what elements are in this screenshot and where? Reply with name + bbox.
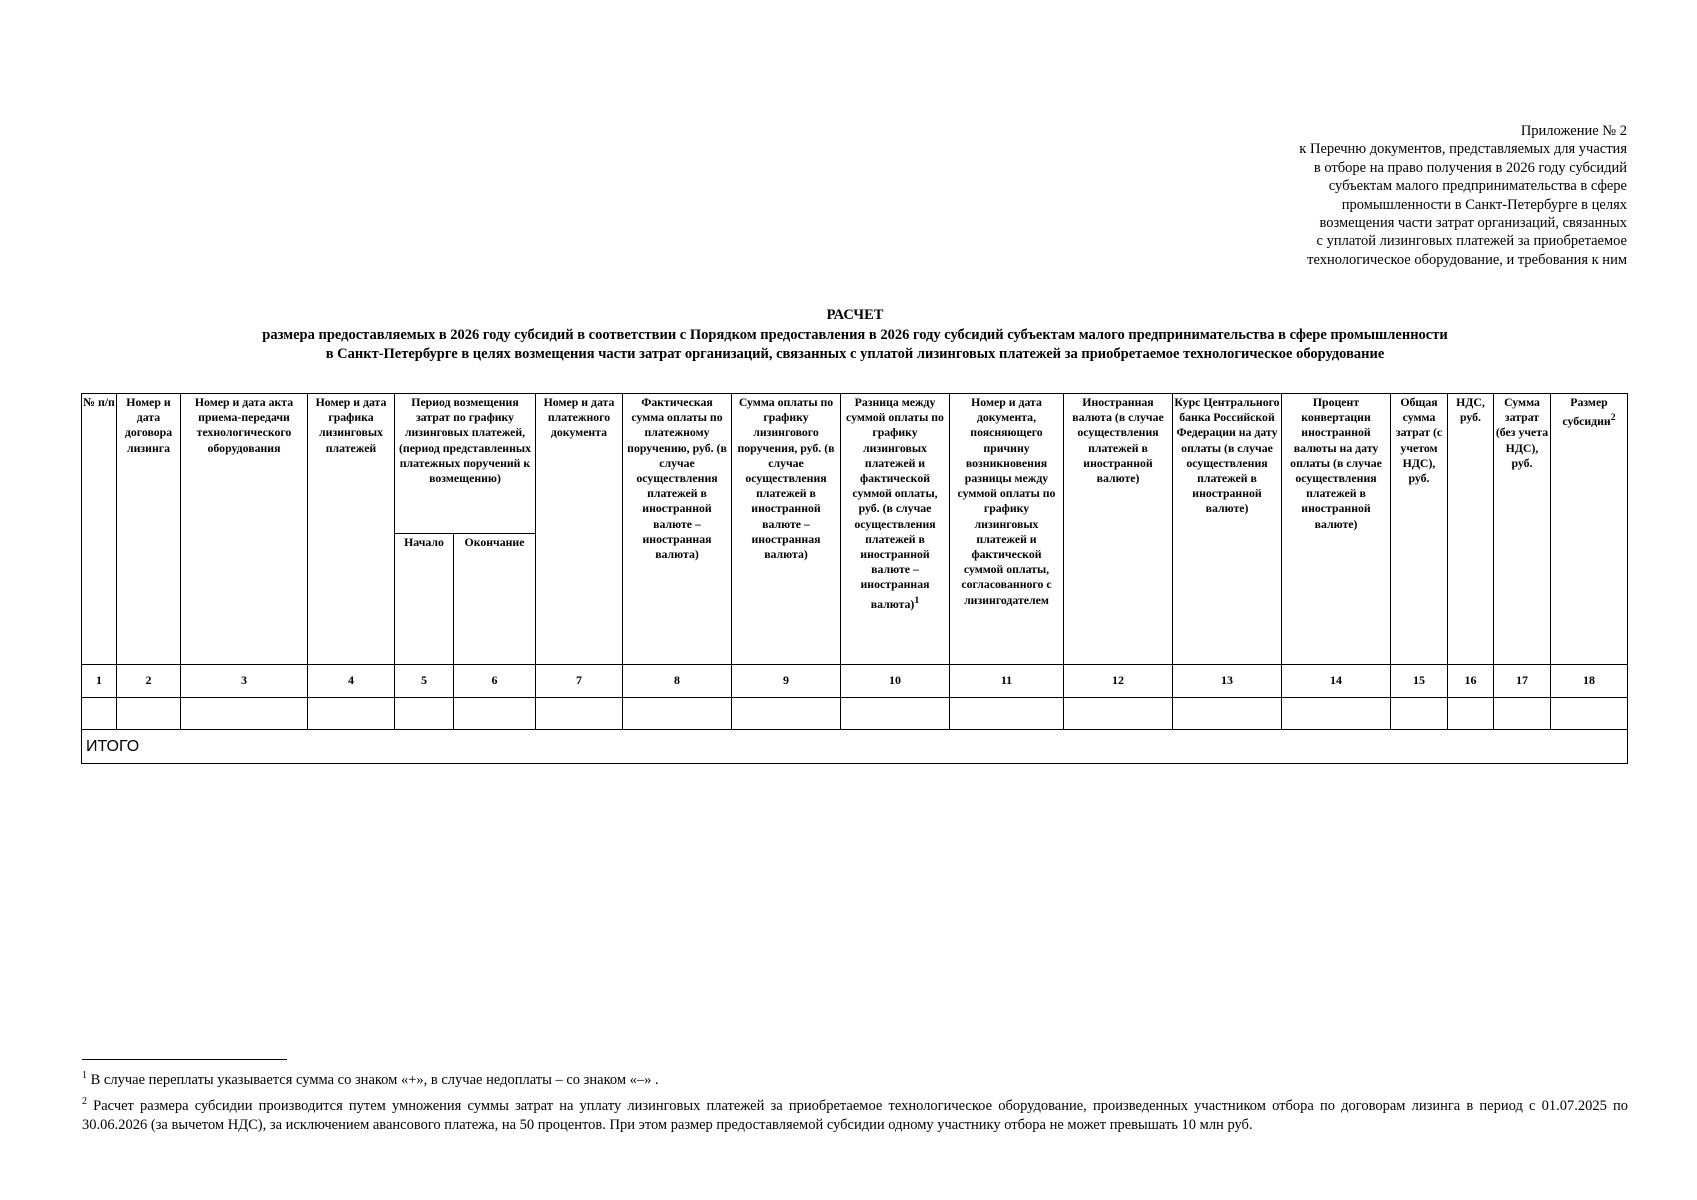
column-number: 1 [82, 665, 117, 698]
column-number: 9 [732, 665, 841, 698]
appendix-line: к Перечню документов, представляемых для участия [1299, 141, 1627, 158]
table-cell[interactable] [1391, 698, 1448, 730]
footnote-ref-2: 2 [1610, 412, 1616, 424]
table-cell[interactable] [1173, 698, 1282, 730]
header-cell-18-text: Размер субсидии [1562, 395, 1611, 429]
appendix-line: с уплатой лизинговых платежей за приобретаемое [1316, 233, 1627, 250]
footnote-1-text: В случае переплаты указывается сумма со знаком «+», в случае недоплаты – со знаком «–» . [90, 1071, 659, 1088]
column-number: 4 [308, 665, 395, 698]
footnote-ref-1: 1 [914, 594, 920, 606]
table-cell[interactable] [1448, 698, 1494, 730]
table-cell[interactable] [82, 698, 117, 730]
header-cell-8: Фактическая сумма оплаты по платежному поручению, руб. (в случае осуществления платежей в иностранной валюте – иностранная валюта) [623, 394, 732, 665]
total-label: ИТОГО [82, 730, 1628, 764]
header-cell-period: Период возмещения затрат по графику лизинговых платежей, (период представленных платежных поручений к возмещению) [395, 394, 536, 534]
column-number-row [82, 665, 1628, 698]
table-cell[interactable] [623, 698, 732, 730]
total-row [82, 730, 1628, 764]
column-number: 14 [1282, 665, 1391, 698]
header-cell-2: Номер и дата договора лизинга [117, 394, 181, 665]
table-cell[interactable] [536, 698, 623, 730]
header-cell-1: № п/п [82, 394, 117, 665]
header-cell-9: Сумма оплаты по графику лизингового поручения, руб. (в случае осуществления платежей в иностранной валюте – иностранная валюта) [732, 394, 841, 665]
header-cell-13: Курс Центрального банка Российской Федерации на дату оплаты (в случае осуществления платежей в иностранной валюте) [1173, 394, 1282, 665]
column-number: 18 [1551, 665, 1628, 698]
header-cell-18 [1551, 394, 1628, 665]
title-line-1: размера предоставляемых в 2026 году субсидий в соответствии с Порядком предоставления в 2026 году субсидий субъектам малого предпринимательства в сфере промышленности [262, 326, 1448, 343]
column-number: 3 [181, 665, 308, 698]
header-cell-4: Номер и дата графика лизинговых платежей [308, 394, 395, 665]
table-cell[interactable] [1551, 698, 1628, 730]
header-cell-11: Номер и дата документа, поясняющего причину возникновения разницы между суммой оплаты по графику лизинговых платежей и фактической суммой оплаты, согласованного с лизингодателем [950, 394, 1064, 665]
column-number: 16 [1448, 665, 1494, 698]
column-number: 11 [950, 665, 1064, 698]
table-cell[interactable] [117, 698, 181, 730]
column-number: 6 [454, 665, 536, 698]
header-cell-5: Начало [395, 534, 454, 665]
title-line-2: в Санкт-Петербурге в целях возмещения части затрат организаций, связанных с уплатой лизинговых платежей за приобретаемое технологическое оборудование [325, 346, 1385, 362]
header-cell-12: Иностранная валюта (в случае осуществления платежей в иностранной валюте) [1064, 394, 1173, 665]
footnote-2-text: Расчет размера субсидии производится путем умножения суммы затрат на уплату лизинговых платежей за приобретаемое технологическое оборудование, произведенных участником отбора по договорам лизинга в период с 01.07.2025 по 30.06.2026 (за вычетом НДС), за исключением авансового платежа, на 50 процентов. При этом размер предоставляемой субсидии одному участнику отбора не может превышать 10 млн руб. [82, 1097, 1629, 1133]
column-number: 10 [841, 665, 950, 698]
table-cell[interactable] [1064, 698, 1173, 730]
header-row [82, 394, 1628, 534]
appendix-line: технологическое оборудование, и требования к ним [1307, 251, 1627, 268]
column-number: 5 [395, 665, 454, 698]
header-cell-16: НДС, руб. [1448, 394, 1494, 665]
column-number: 7 [536, 665, 623, 698]
table-cell[interactable] [732, 698, 841, 730]
appendix-line: промышленности в Санкт-Петербурге в целях [1341, 196, 1627, 213]
column-number: 13 [1173, 665, 1282, 698]
column-number: 8 [623, 665, 732, 698]
table-cell[interactable] [308, 698, 395, 730]
footnote-separator [82, 1059, 287, 1060]
document-title [80, 306, 1630, 365]
table-cell[interactable] [1282, 698, 1391, 730]
footnote-1-mark: 1 [82, 1070, 87, 1081]
table-cell[interactable] [950, 698, 1064, 730]
footnote-2-mark: 2 [82, 1095, 87, 1107]
appendix-line: в отборе на право получения в 2026 году субсидий [1313, 159, 1627, 176]
table-row-empty [82, 698, 1628, 730]
calculation-table [81, 393, 1628, 764]
appendix-block [1147, 122, 1627, 269]
footnote-2 [82, 1092, 1628, 1135]
table-cell[interactable] [454, 698, 536, 730]
table-cell[interactable] [181, 698, 308, 730]
table-cell[interactable] [1494, 698, 1551, 730]
header-cell-10 [841, 394, 950, 665]
column-number: 12 [1064, 665, 1173, 698]
title-heading: РАСЧЕТ [826, 307, 884, 323]
appendix-line: Приложение № 2 [1520, 123, 1627, 139]
table-cell[interactable] [841, 698, 950, 730]
column-number: 2 [117, 665, 181, 698]
header-cell-10-text: Разница между суммой оплаты по графику лизинговых платежей и фактической суммой оплаты, руб. (в случае осуществления платежей в иностранной валюте – иностранная валюта) [846, 395, 944, 611]
header-cell-17: Сумма затрат (без учета НДС), руб. [1494, 394, 1551, 665]
column-number: 17 [1494, 665, 1551, 698]
header-cell-14: Процент конвертации иностранной валюты на дату оплаты (в случае осуществления платежей в иностранной валюте) [1282, 394, 1391, 665]
header-cell-7: Номер и дата платежного документа [536, 394, 623, 665]
appendix-line: субъектам малого предпринимательства в сфере [1328, 178, 1627, 195]
header-cell-3: Номер и дата акта приема-передачи технологического оборудования [181, 394, 308, 665]
footnotes [82, 1066, 1628, 1137]
footnote-1 [82, 1066, 1628, 1090]
column-number: 15 [1391, 665, 1448, 698]
table-cell[interactable] [395, 698, 454, 730]
appendix-line: возмещения части затрат организаций, связанных [1319, 215, 1627, 232]
header-cell-6: Окончание [454, 534, 536, 665]
header-cell-15: Общая сумма затрат (с учетом НДС), руб. [1391, 394, 1448, 665]
